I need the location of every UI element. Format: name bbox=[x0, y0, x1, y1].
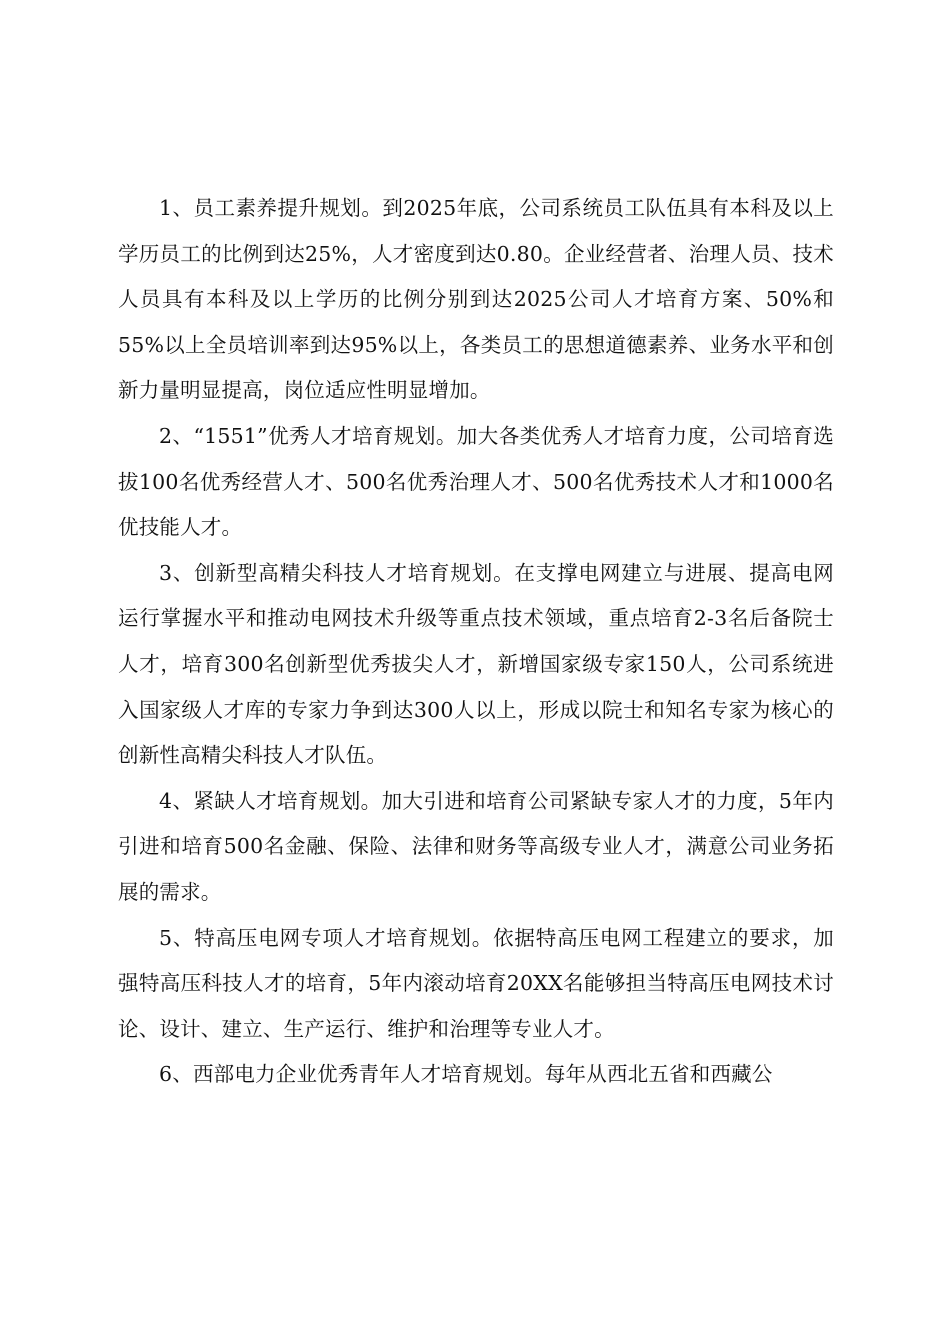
paragraph-innovative-tech-talent-plan: 3、创新型高精尖科技人才培育规划。在支撑电网建立与进展、提高电网运行掌握水平和推动电网技术升级等重点技术领域，重点培育2-3名后备院士人才，培育300名创新型优秀拔尖人才，新增国家级专家150人，公司系统进入国家级人才库的专家力争到达300人以上，形成以院士和知名专家为核心的创新性高精尖科技人才队伍。 bbox=[118, 560, 834, 768]
paragraph-employee-quality-plan: 1、员工素养提升规划。到2025年底，公司系统员工队伍具有本科及以上学历员工的比例到达25%，人才密度到达0.80。企业经营者、治理人员、技术人员具有本科及以上学历的比例分别到达2025公司人才培育方案、50%和55%以上全员培训率到达95%以上，各类员工的思想道德素养、业务水平和创新力量明显提高，岗位适应性明显增加。 bbox=[118, 196, 834, 403]
paragraph-scarce-talent-plan: 4、紧缺人才培育规划。加大引进和培育公司紧缺专家人才的力度，5年内引进和培育500名金融、保险、法律和财务等高级专业人才，满意公司业务拓展的需求。 bbox=[118, 788, 834, 904]
document-body bbox=[118, 186, 834, 1098]
paragraph-western-youth-talent-plan: 6、西部电力企业优秀青年人才培育规划。每年从西北五省和西藏公 bbox=[159, 1062, 773, 1087]
paragraph-1551-talent-plan: 2、“1551”优秀人才培育规划。加大各类优秀人才培育力度，公司培育选拔100名优秀经营人才、500名优秀治理人才、500名优秀技术人才和1000名优技能人才。 bbox=[118, 423, 834, 540]
paragraph-uhv-grid-talent-plan: 5、特高压电网专项人才培育规划。依据特高压电网工程建立的要求，加强特高压科技人才的培育，5年内滚动培育20XX名能够担当特高压电网技术讨论、设计、建立、生产运行、维护和治理等专业人才。 bbox=[118, 925, 834, 1041]
